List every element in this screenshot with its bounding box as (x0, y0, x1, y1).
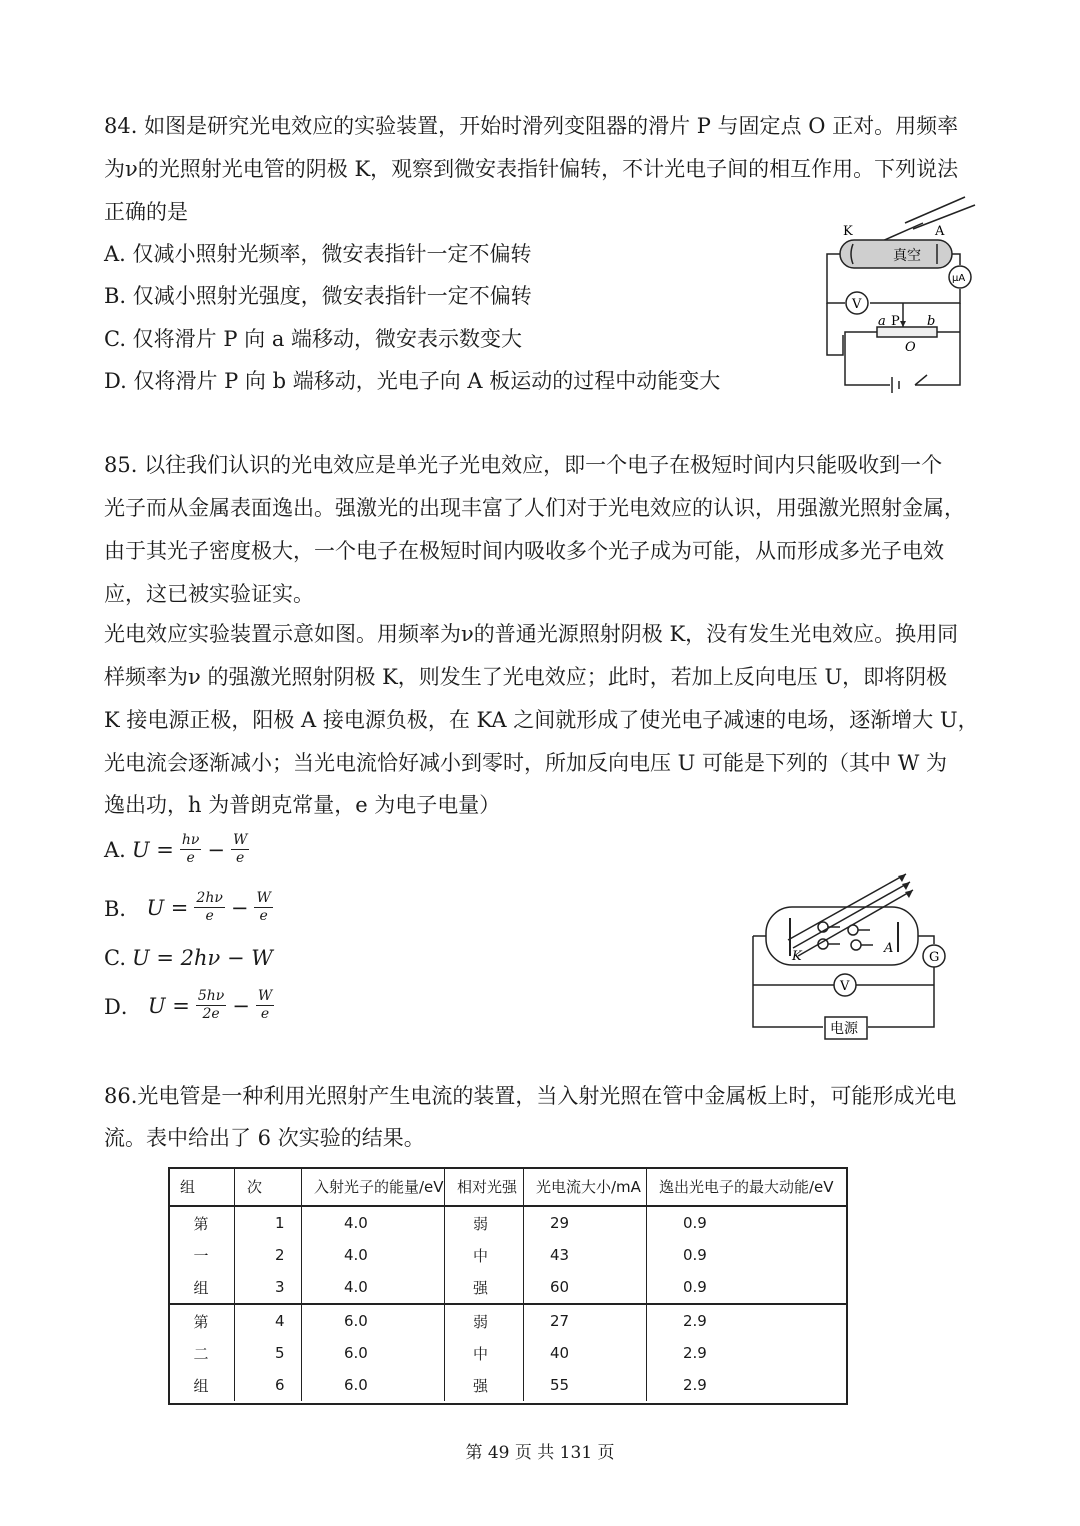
group-label: 组 (168, 1271, 235, 1304)
q85-stem-line-8: 光电流会逐渐减小；当光电流恰好减小到零时，所加反向电压 U 可能是下列的（其中 W 为 (104, 751, 947, 775)
q85-option-b-lhs: U = (146, 895, 189, 920)
table-cell: 中 (445, 1337, 524, 1369)
table-cell: 中 (445, 1239, 524, 1271)
q84-stem-line-2: 为ν的光照射光电管的阴极 K，观察到微安表指针偏转，不计光电子间的相互作用。下列说法 (104, 157, 959, 181)
q85-option-d-label: D． (104, 994, 142, 1019)
q84-stem-line-1: 84. 如图是研究光电效应的实验装置，开始时滑列变阻器的滑片 P 与固定点 O 正对。用频率 (104, 114, 959, 138)
q85-option-c (104, 946, 273, 970)
table-row (168, 1369, 848, 1401)
q86-results-table (168, 1167, 848, 1401)
q84-option-a: A. 仅减小照射光频率，微安表指针一定不偏转 (104, 242, 532, 266)
q84-fig-label-a: A (935, 224, 945, 239)
q85-option-a-label: A. (104, 837, 126, 862)
q85-stem-line-7: K 接电源正极，阳极 A 接电源负极，在 KA 之间就形成了使光电子减速的电场，逐渐增大 U， (104, 708, 979, 732)
q84-fig-vacuum: 真空 (893, 248, 921, 264)
q85-stem-line-9: 逸出功，h 为普朗克常量，e 为电子电量） (104, 793, 501, 817)
table-header-row (168, 1167, 848, 1206)
table-cell: 6.0 (302, 1304, 445, 1337)
table-cell: 60 (524, 1271, 647, 1304)
table-cell: 2.9 (683, 1376, 707, 1394)
table-row (168, 1271, 848, 1304)
col-header-trial: 次 (235, 1167, 302, 1206)
table-cell: 弱 (445, 1304, 524, 1337)
table-cell: 2.9 (683, 1344, 707, 1362)
q85-option-b-frac2: $\frac{W}{e}$ (256, 890, 271, 924)
table-cell: 29 (524, 1206, 647, 1239)
q85-option-a-minus: − (207, 837, 225, 862)
group-label: 一 (168, 1239, 235, 1271)
q85-stem-line-1: 85. 以往我们认识的光电效应是单光子光电效应，即一个电子在极短时间内只能吸收到一个 (104, 453, 943, 477)
table-cell: 6 (235, 1369, 302, 1401)
q84-option-d: D. 仅将滑片 P 向 b 端移动，光电子向 A 板运动的过程中动能变大 (104, 369, 721, 393)
table-cell: 4 (235, 1304, 302, 1337)
q84-fig-label-p: P (891, 314, 900, 329)
q85-fig-voltmeter: V (840, 979, 850, 994)
q85-fig-label-a: A (884, 941, 894, 956)
table-cell: 2.9 (683, 1312, 707, 1330)
q85-stem-line-2: 光子而从金属表面逸出。强激光的出现丰富了人们对于光电效应的认识，用强激光照射金属， (104, 496, 965, 520)
table-cell: 0.9 (647, 1271, 849, 1304)
q85-stem-line-4: 应，这已被实验证实。 (104, 582, 314, 606)
q84-stem-line-3: 正确的是 (104, 200, 188, 224)
col-header-relative-intensity: 相对光强 (445, 1167, 524, 1206)
table-row (168, 1337, 848, 1369)
table-cell: 27 (524, 1304, 647, 1337)
col-header-photon-energy: 入射光子的能量/eV (302, 1167, 445, 1206)
group-label: 组 (168, 1369, 235, 1401)
slider-arrow-icon (900, 321, 906, 327)
q84-circuit-figure (815, 195, 980, 400)
q84-fig-label-pa: a (878, 314, 886, 329)
q86-stem-line-2: 流。表中给出了 6 次实验的结果。 (104, 1126, 425, 1150)
q85-option-a-lhs: U = (131, 837, 174, 862)
q85-option-d (104, 988, 274, 1023)
page-number: 第 49 页 共 131 页 (465, 1443, 615, 1463)
q84-fig-label-k: K (843, 224, 853, 239)
q84-option-c: C. 仅将滑片 P 向 a 端移动，微安表示数变大 (104, 327, 523, 351)
q85-option-d-frac2: $\frac{W}{e}$ (257, 988, 273, 1022)
q85-option-c-expr: U = 2hν − W (132, 946, 273, 970)
q85-option-d-frac1: $\frac{5h\nu}{2e}$ (197, 988, 225, 1022)
q85-option-d-minus: − (232, 993, 250, 1018)
table-cell: 2 (235, 1239, 302, 1271)
q85-option-c-label: C. (104, 946, 126, 970)
group-label: 第 (168, 1206, 235, 1239)
q85-option-b (104, 890, 273, 925)
q85-option-d-lhs: U = (147, 993, 190, 1018)
table-cell: 弱 (445, 1206, 524, 1239)
q85-option-a-frac1: $\frac{h\nu}{e}$ (181, 832, 200, 866)
table-cell: 1 (235, 1206, 302, 1239)
col-header-group: 组 (168, 1167, 235, 1206)
q85-fig-label-k: K (792, 949, 802, 964)
q84-fig-microammeter: μA (952, 273, 966, 284)
q85-option-a (104, 832, 249, 867)
table-cell: 4.0 (302, 1239, 445, 1271)
q86-stem-line-1: 86.光电管是一种利用光照射产生电流的装置，当入射光照在管中金属板上时，可能形成光电 (104, 1084, 957, 1108)
group-label: 二 (168, 1337, 235, 1369)
table-cell: 43 (524, 1239, 647, 1271)
q85-stem-line-6: 样频率为ν 的强激光照射阴极 K，则发生了光电效应；此时，若加上反向电压 U，即将阴极 (104, 665, 948, 689)
table-row (168, 1304, 848, 1337)
table-cell: 强 (445, 1271, 524, 1304)
q85-circuit-figure (748, 852, 953, 1042)
q85-option-b-label: B． (104, 896, 141, 921)
q85-option-b-frac1: $\frac{2h\nu}{e}$ (196, 890, 223, 924)
q85-stem-line-5: 光电效应实验装置示意如图。用频率为ν的普通光源照射阴极 K，没有发生光电效应。换用同 (104, 622, 959, 646)
group-label: 第 (168, 1304, 235, 1337)
q85-option-b-minus: − (230, 895, 249, 920)
q85-stem-line-3: 由于其光子密度极大，一个电子在极短时间内吸收多个光子成为可能，从而形成多光子电效 (104, 539, 944, 563)
q85-option-a-frac2: $\frac{W}{e}$ (232, 832, 248, 866)
q84-option-b: B. 仅减小照射光强度，微安表指针一定不偏转 (104, 284, 532, 308)
table-cell: 6.0 (302, 1369, 445, 1401)
q84-fig-label-pb: b (927, 314, 936, 329)
col-header-max-kinetic-energy: 逸出光电子的最大动能/eV (647, 1167, 849, 1206)
table-cell: 6.0 (302, 1337, 445, 1369)
table-cell: 0.9 (683, 1246, 707, 1264)
col-header-photocurrent: 光电流大小/mA (524, 1167, 647, 1206)
table-cell: 4.0 (302, 1271, 445, 1304)
table-cell: 55 (524, 1369, 647, 1401)
table-cell: 0.9 (683, 1214, 707, 1232)
q85-fig-power: 电源 (830, 1021, 858, 1037)
q85-fig-galvanometer: G (929, 950, 940, 965)
table-cell: 强 (445, 1369, 524, 1401)
table-cell: 4.0 (302, 1206, 445, 1239)
table-cell: 40 (524, 1337, 647, 1369)
table-row (168, 1206, 848, 1239)
q84-fig-voltmeter: V (852, 297, 862, 312)
table-row (168, 1239, 848, 1271)
table-cell: 5 (235, 1337, 302, 1369)
q84-fig-label-o: O (905, 340, 916, 355)
table-cell: 3 (235, 1271, 302, 1304)
